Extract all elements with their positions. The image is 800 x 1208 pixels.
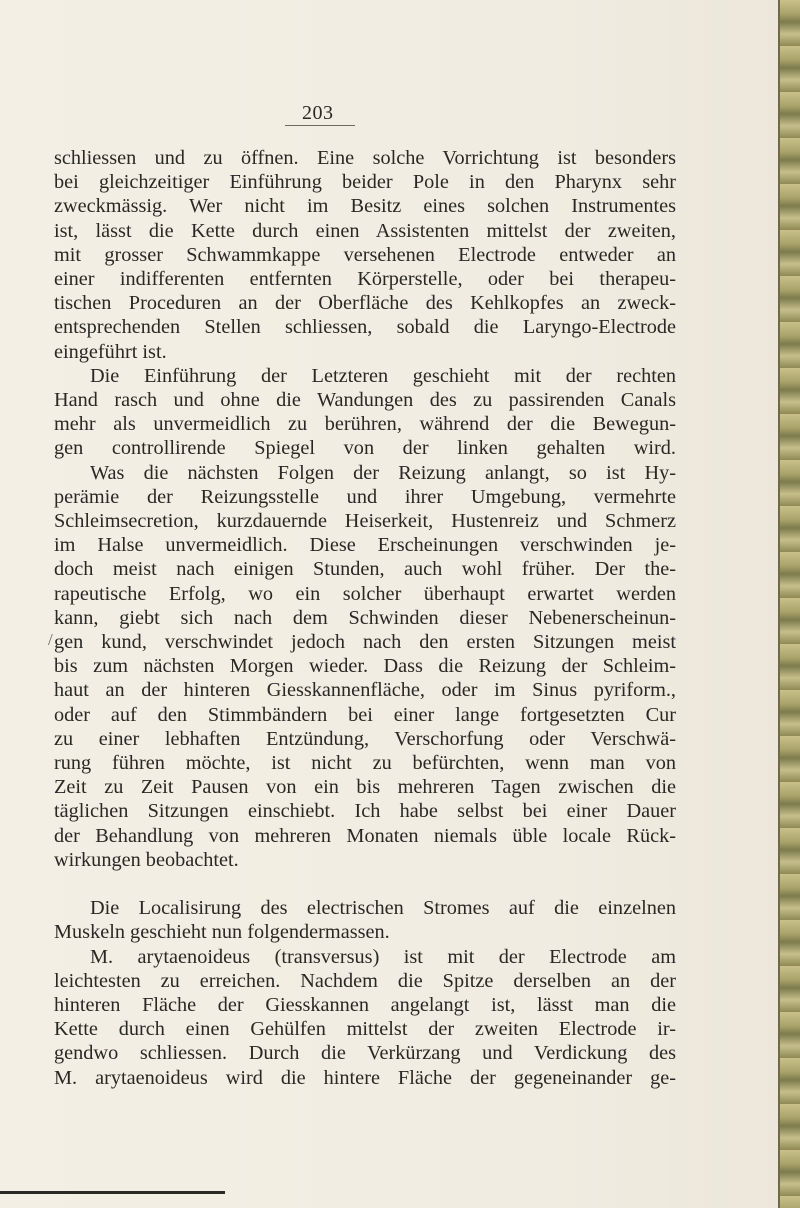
text-line: ist, lässt die Kette durch einen Assistenten mittelst der zweiten, [54, 219, 676, 242]
text-line: kann, giebt sich nach dem Schwinden dieser Nebenerscheinun- [54, 606, 676, 629]
text-line: mit grosser Schwammkappe versehenen Electrode entweder an [54, 243, 676, 266]
text-line: gen kund, verschwindet jedoch nach den ersten Sitzungen meist [54, 631, 676, 654]
text-line: Schleimsecretion, kurzdauernde Heiserkeit, Hustenreiz und Schmerz [54, 510, 676, 533]
text-line: rung führen möchte, ist nicht zu befürchten, wenn man von [54, 752, 676, 775]
text-line: hinteren Fläche der Giesskannen angelangt ist, lässt man die [54, 993, 676, 1016]
text-line: gendwo schliessen. Durch die Verkürzang und Verdickung des [54, 1042, 676, 1065]
page-number-rule [285, 125, 355, 126]
text-line: Die Localisirung des electrischen Stromes auf die einzelnen [90, 897, 676, 920]
text-line: doch meist nach einigen Stunden, auch wohl früher. Der the- [54, 558, 676, 581]
text-line: entsprechenden Stellen schliessen, sobald die Laryngo-Electrode [54, 316, 676, 339]
text-line: leichtesten zu erreichen. Nachdem die Spitze derselben an der [54, 969, 676, 992]
text-line: zu einer lebhaften Entzündung, Verschorfung oder Verschwä- [54, 727, 676, 750]
text-line: zweckmässig. Wer nicht im Besitz eines solchen Instrumentes [54, 195, 676, 218]
text-line: perämie der Reizungsstelle und ihrer Umgebung, vermehrte [54, 485, 676, 508]
page-binding-edge [778, 0, 800, 1208]
text-line: haut an der hinteren Giesskannenfläche, oder im Sinus pyriform., [54, 679, 676, 702]
text-line: rapeutische Erfolg, wo ein solcher überhaupt erwartet werden [54, 582, 676, 605]
text-line: bis zum nächsten Morgen wieder. Dass die Reizung der Schleim- [54, 655, 676, 678]
text-line: einer indifferenten entfernten Körperstelle, oder bei therapeu- [54, 268, 676, 291]
text-line: Muskeln geschieht nun folgendermassen. [54, 921, 390, 944]
text-line: der Behandlung von mehreren Monaten niemals üble locale Rück- [54, 824, 676, 847]
paragraph-gap [54, 872, 676, 896]
text-line: schliessen und zu öffnen. Eine solche Vorrichtung ist besonders [54, 147, 676, 169]
body-text [54, 146, 676, 1090]
text-line: täglichen Sitzungen einschiebt. Ich habe selbst bei einer Dauer [54, 800, 676, 823]
text-line: mehr als unvermeidlich zu berühren, während der die Bewegun- [54, 413, 676, 436]
text-line: bei gleichzeitiger Einführung beider Pole in den Pharynx sehr [54, 171, 676, 194]
text-line: Zeit zu Zeit Pausen von ein bis mehreren Tagen zwischen die [54, 776, 676, 799]
text-line: Hand rasch und ohne die Wandungen des zu passirenden Canals [54, 389, 676, 412]
text-line: eingeführt ist. [54, 340, 167, 363]
text-line: M. arytaenoideus (transversus) ist mit der Electrode am [90, 945, 676, 968]
text-line: wirkungen beobachtet. [54, 848, 239, 871]
text-line: oder auf den Stimmbändern bei einer lange fortgesetzten Cur [54, 703, 676, 726]
margin-mark: / [48, 630, 53, 649]
text-line: Kette durch einen Gehülfen mittelst der zweiten Electrode ir- [54, 1018, 676, 1041]
text-line: Was die nächsten Folgen der Reizung anlangt, so ist Hy- [90, 461, 676, 484]
text-line: Die Einführung der Letzteren geschieht mit der rechten [90, 364, 676, 387]
text-line: gen controllirende Spiegel von der linken gehalten wird. [54, 437, 676, 460]
text-line: im Halse unvermeidlich. Diese Erscheinungen verschwinden je- [54, 534, 676, 557]
page-number: 203 [302, 102, 334, 124]
bottom-shadow-rule [0, 1191, 225, 1194]
text-line: M. arytaenoideus wird die hintere Fläche der gegeneinander ge- [54, 1066, 676, 1089]
text-line: tischen Proceduren an der Oberfläche des Kehlkopfes an zweck- [54, 292, 676, 315]
